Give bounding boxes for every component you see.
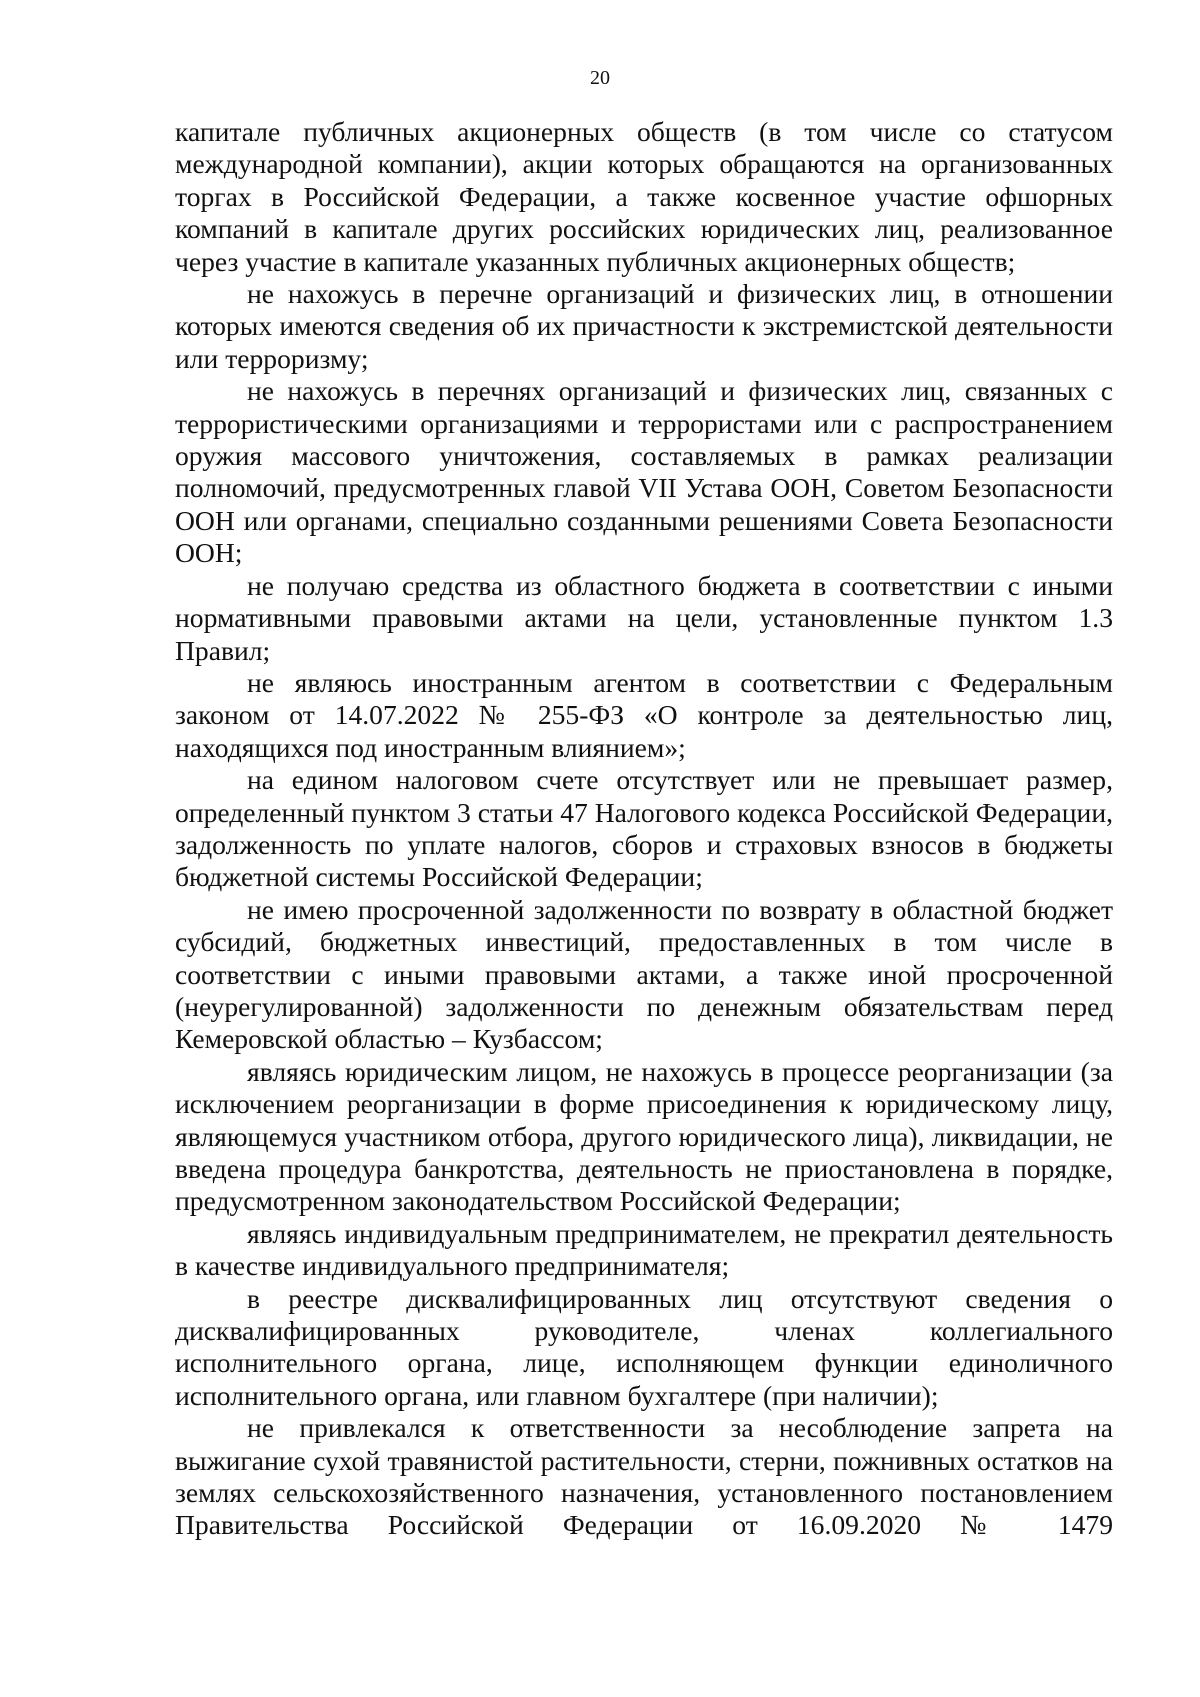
paragraph-burning-ban: не привлекался к ответственности за несоблюдение запрета на выжигание сухой травянистой растительности, стерни, пожнивных остатков на землях сельскохозяйственного назначения, установленного постановлением Правительства Российской Федерации от 16.09.2020 № 1479 <box>175 1412 1113 1541</box>
paragraph-terrorism-lists: не нахожусь в перечнях организаций и физических лиц, связанных с террористическими организациями и террористами или с распространением оружия массового уничтожения, составляемых в рамках реализации полномочий, предусмотренных главой VII Устава ООН, Советом Безопасности ООН или органами, специально созданными решениями Совета Безопасности ООН; <box>175 375 1113 569</box>
paragraph-continuation: капитале публичных акционерных обществ (в том числе со статусом международной компании), акции которых обращаются на организованных торгах в Российской Федерации, а также косвенное участие офшорных компаний в капитале других российских юридических лиц, реализованное через участие в капитале указанных публичных акционерных обществ; <box>175 116 1113 277</box>
paragraph-tax-account: на едином налоговом счете отсутствует или не превышает размер, определенный пунктом 3 статьи 47 Налогового кодекса Российской Федерации, задолженность по уплате налогов, сборов и страховых взносов в бюджеты бюджетной системы Российской Федерации; <box>175 764 1113 893</box>
paragraph-overdue-debt: не имею просроченной задолженности по возврату в областной бюджет субсидий, бюджетных инвестиций, предоставленных в том числе в соответствии с иными правовыми актами, а также иной просроченной (неурегулированной) задолженности по денежным обязательствам перед Кемеровской областью – Кузбассом; <box>175 893 1113 1055</box>
document-body <box>175 116 1113 1542</box>
paragraph-regional-budget-funds: не получаю средства из областного бюджета в соответствии с иными нормативными правовыми актами на цели, установленные пунктом 1.3 Правил; <box>175 569 1113 666</box>
paragraph-extremism-list: не нахожусь в перечне организаций и физических лиц, в отношении которых имеются сведения об их причастности к экстремистской деятельности или терроризму; <box>175 278 1113 374</box>
paragraph-reorganization: являясь юридическим лицом, не нахожусь в процессе реорганизации (за исключением реорганизации в форме присоединения к юридическому лицу, являющемуся участником отбора, другого юридического лица), ликвидации, не введена процедура банкротства, деятельность не приостановлена в порядке, предусмотренном законодательством Российской Федерации; <box>175 1055 1113 1217</box>
paragraph-disqualified-persons: в реестре дисквалифицированных лиц отсутствуют сведения о дисквалифицированных руководителе, членах коллегиального исполнительного органа, лице, исполняющем функции единоличного исполнительного органа, или главном бухгалтере (при наличии); <box>175 1282 1113 1411</box>
paragraph-sole-proprietor: являясь индивидуальным предпринимателем, не прекратил деятельность в качестве индивидуального предпринимателя; <box>175 1217 1113 1282</box>
page-number: 20 <box>590 67 610 89</box>
paragraph-foreign-agent: не являюсь иностранным агентом в соответствии с Федеральным законом от 14.07.2022 № 255-ФЗ «О контроле за деятельностью лиц, находящихся под иностранным влиянием»; <box>175 666 1113 763</box>
